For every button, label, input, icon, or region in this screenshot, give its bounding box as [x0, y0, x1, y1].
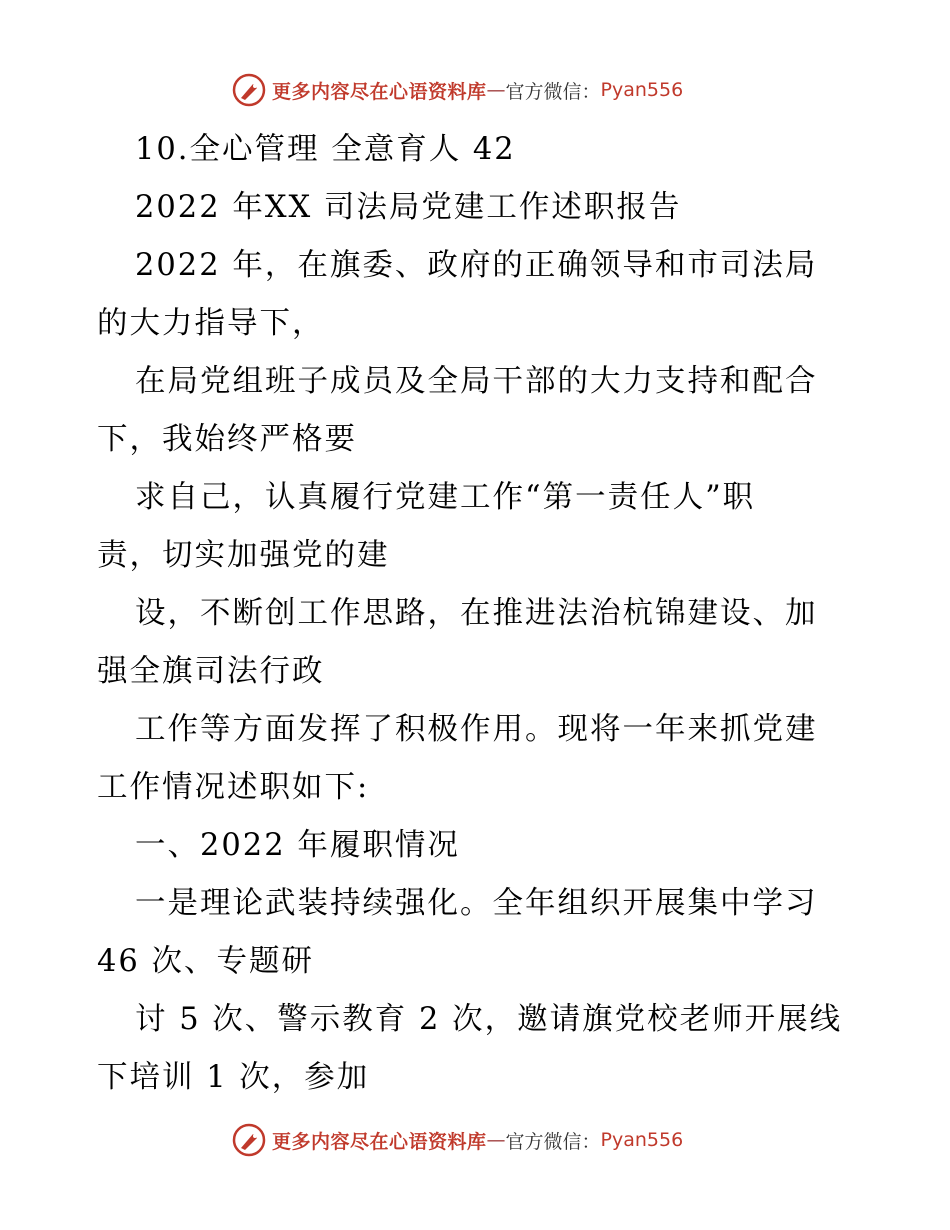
watermark-wechat-label: 官方微信：: [505, 80, 601, 103]
document-line: 讨 5 次、警示教育 2 次，邀请旗党校老师开展线: [135, 1002, 843, 1037]
document-line: 2022 年，在旗委、政府的正确领导和市司法局: [135, 248, 818, 283]
document-line: 下培训 1 次，参加: [97, 1060, 370, 1095]
document-line: 下，我始终严格要: [97, 422, 357, 457]
document-line: 工作情况述职如下:: [97, 770, 370, 805]
document-line: 10.全心管理 全意育人 42: [135, 132, 516, 167]
document-line: 在局党组班子成员及全局干部的大力支持和配合: [135, 364, 818, 399]
document-line: 2022 年XX 司法局党建工作述职报告: [135, 190, 682, 225]
watermark-wechat-id: Pyan556: [600, 79, 684, 101]
document-line: 工作等方面发挥了积极作用。现将一年来抓党建: [135, 712, 818, 747]
watermark-text: 更多内容尽在心语资料库: [272, 1130, 487, 1153]
document-body: [97, 121, 867, 1107]
pen-nib-logo-icon: [232, 1123, 266, 1157]
document-line: 责，切实加强党的建: [97, 538, 390, 573]
document-line: 一是理论武装持续强化。全年组织开展集中学习: [135, 886, 818, 921]
document-line: 一、2022 年履职情况: [135, 828, 460, 863]
pen-nib-logo-icon: [232, 73, 266, 107]
document-line: 强全旗司法行政: [97, 654, 325, 689]
document-line: 的大力指导下，: [97, 306, 325, 341]
document-line: 46 次、专题研: [97, 944, 315, 979]
document-line: 设，不断创工作思路，在推进法治杭锦建设、加: [135, 596, 818, 631]
watermark-wechat-id: Pyan556: [600, 1129, 684, 1151]
watermark-wechat-label: 官方微信：: [505, 1130, 601, 1153]
footer-watermark: [232, 1120, 683, 1160]
header-watermark: [232, 70, 683, 110]
document-line: 求自己，认真履行党建工作“第一责任人”职: [135, 480, 756, 515]
watermark-text: 更多内容尽在心语资料库: [272, 80, 487, 103]
watermark-dash: —: [486, 1129, 506, 1151]
watermark-dash: —: [486, 79, 506, 101]
